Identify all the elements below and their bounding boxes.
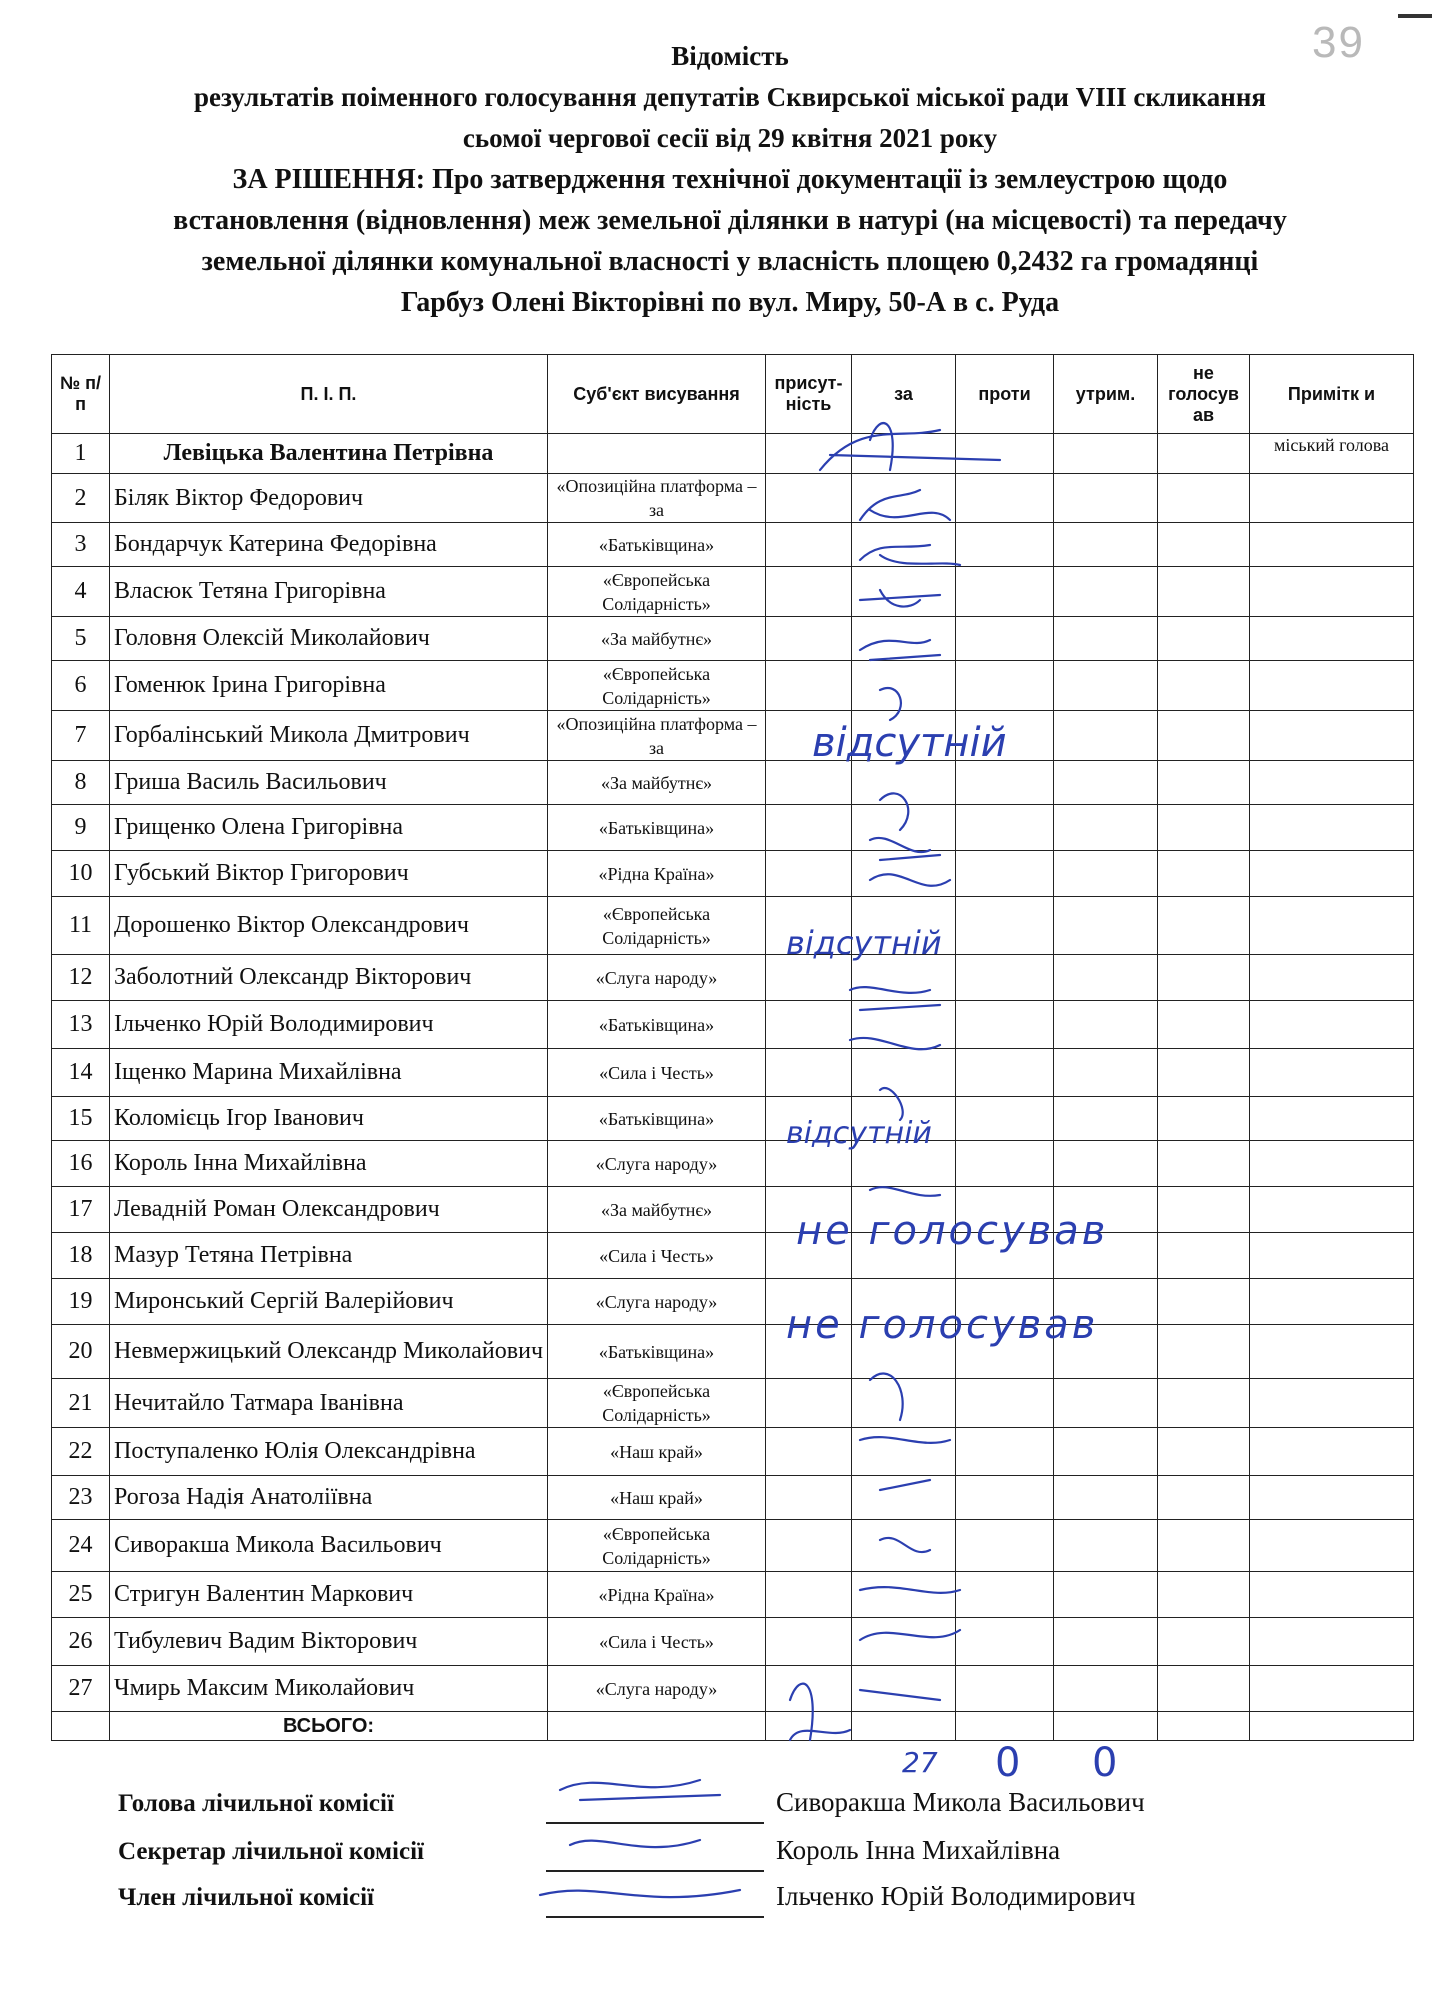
table-row <box>52 617 1414 661</box>
abstain-cell <box>1054 761 1158 805</box>
row-number: 11 <box>52 897 110 955</box>
deputy-name: Заболотний Олександр Вікторович <box>110 955 548 1001</box>
table-row <box>52 1666 1414 1712</box>
note-cell <box>1250 805 1414 851</box>
against-cell <box>956 1428 1054 1476</box>
deputy-name: Чмирь Максим Миколайович <box>110 1666 548 1712</box>
chair-name: Сиворакша Микола Васильович <box>776 1787 1145 1817</box>
header-note: Примітк и <box>1250 355 1414 434</box>
against-cell <box>956 1049 1054 1097</box>
for-cell <box>852 1520 956 1572</box>
total-label: ВСЬОГО: <box>110 1712 548 1741</box>
not-voted-cell <box>1158 1428 1250 1476</box>
nominating-party: «Європейська Солідарність» <box>548 567 766 617</box>
document-header <box>40 36 1420 323</box>
handwriting-total-against: 0 <box>995 1740 1021 1786</box>
table-row <box>52 1049 1414 1097</box>
total-abstain-cell <box>1054 1712 1158 1741</box>
nominating-party: «Рідна Країна» <box>548 851 766 897</box>
against-cell <box>956 567 1054 617</box>
for-cell <box>852 1379 956 1428</box>
table-row <box>52 1097 1414 1141</box>
note-cell: міський голова <box>1250 434 1414 474</box>
abstain-cell <box>1054 1476 1158 1520</box>
header-line-6: земельної ділянки комунальної власності у власність площею 0,2432 га громадянці <box>201 246 1259 277</box>
row-number: 15 <box>52 1097 110 1141</box>
handwriting-total-abstain: 0 <box>1092 1740 1118 1786</box>
against-cell <box>956 955 1054 1001</box>
against-cell <box>956 434 1054 474</box>
row-number: 16 <box>52 1141 110 1187</box>
against-cell <box>956 1572 1054 1618</box>
table-row <box>52 1428 1414 1476</box>
header-title: Відомість <box>671 41 789 71</box>
table-row <box>52 1476 1414 1520</box>
not-voted-cell <box>1158 661 1250 711</box>
table-row <box>52 955 1414 1001</box>
row-number: 25 <box>52 1572 110 1618</box>
header-line-7: Гарбуз Олені Вікторівні по вул. Миру, 50-А в с. Руда <box>400 287 1060 318</box>
table-row <box>52 1187 1414 1233</box>
header-num: № п/п <box>52 355 110 434</box>
note-cell <box>1250 897 1414 955</box>
row-number: 21 <box>52 1379 110 1428</box>
row-number: 24 <box>52 1520 110 1572</box>
row-number: 23 <box>52 1476 110 1520</box>
row-number: 8 <box>52 761 110 805</box>
not-voted-cell <box>1158 1001 1250 1049</box>
row-number: 14 <box>52 1049 110 1097</box>
nominating-party: «Слуга народу» <box>548 955 766 1001</box>
page-number: 39 <box>1312 18 1365 67</box>
table-row <box>52 761 1414 805</box>
present-cell <box>766 1379 852 1428</box>
note-cell <box>1250 955 1414 1001</box>
present-cell <box>766 1572 852 1618</box>
row-number: 26 <box>52 1618 110 1666</box>
member-title: Член лічильної комісії <box>118 1884 375 1911</box>
nominating-party: «Слуга народу» <box>548 1279 766 1325</box>
deputy-name: Король Інна Михайлівна <box>110 1141 548 1187</box>
table-row <box>52 1001 1414 1049</box>
abstain-cell <box>1054 1618 1158 1666</box>
present-cell <box>766 761 852 805</box>
header-line-4: ЗА РІШЕННЯ: Про затвердження технічної документації із землеустрою щодо <box>232 164 1228 195</box>
deputy-name: Невмержицький Олександр Миколайович <box>110 1325 548 1379</box>
nominating-party: «Наш край» <box>548 1476 766 1520</box>
for-cell <box>852 851 956 897</box>
present-cell <box>766 434 852 474</box>
abstain-cell <box>1054 897 1158 955</box>
table-row <box>52 1572 1414 1618</box>
note-cell <box>1250 567 1414 617</box>
corner-mark <box>1398 14 1432 18</box>
row-number: 3 <box>52 523 110 567</box>
row-number: 6 <box>52 661 110 711</box>
against-cell <box>956 1618 1054 1666</box>
abstain-cell <box>1054 711 1158 761</box>
deputy-name: Горбалінський Микола Дмитрович <box>110 711 548 761</box>
abstain-cell <box>1054 474 1158 523</box>
abstain-cell <box>1054 661 1158 711</box>
total-not-voted-cell <box>1158 1712 1250 1741</box>
table-row <box>52 1141 1414 1187</box>
abstain-cell <box>1054 1379 1158 1428</box>
row-number: 4 <box>52 567 110 617</box>
against-cell <box>956 805 1054 851</box>
total-num-cell <box>52 1712 110 1741</box>
abstain-cell <box>1054 851 1158 897</box>
handwriting-total-for: 27 <box>902 1746 938 1779</box>
not-voted-cell <box>1158 851 1250 897</box>
handwriting-absent-15: відсутній <box>786 1116 932 1151</box>
deputy-name: Губський Віктор Григорович <box>110 851 548 897</box>
not-voted-cell <box>1158 1049 1250 1097</box>
note-cell <box>1250 1141 1414 1187</box>
deputy-name: Стригун Валентин Маркович <box>110 1572 548 1618</box>
note-cell <box>1250 523 1414 567</box>
not-voted-cell <box>1158 1279 1250 1325</box>
deputy-name: Левіцька Валентина Петрівна <box>110 434 548 474</box>
nominating-party <box>548 434 766 474</box>
for-cell <box>852 523 956 567</box>
abstain-cell <box>1054 434 1158 474</box>
row-number: 27 <box>52 1666 110 1712</box>
note-cell <box>1250 761 1414 805</box>
footer-signature-chair <box>560 1780 720 1800</box>
for-cell <box>852 434 956 474</box>
deputy-name: Рогоза Надія Анатоліївна <box>110 1476 548 1520</box>
present-cell <box>766 1428 852 1476</box>
row-number: 22 <box>52 1428 110 1476</box>
table-row <box>52 897 1414 955</box>
note-cell <box>1250 1379 1414 1428</box>
not-voted-cell <box>1158 711 1250 761</box>
present-cell <box>766 1666 852 1712</box>
for-cell <box>852 1476 956 1520</box>
table-row <box>52 851 1414 897</box>
note-cell <box>1250 851 1414 897</box>
present-cell <box>766 617 852 661</box>
nominating-party: «За майбутнє» <box>548 617 766 661</box>
table-row <box>52 567 1414 617</box>
row-number: 10 <box>52 851 110 897</box>
present-cell <box>766 1476 852 1520</box>
against-cell <box>956 1097 1054 1141</box>
row-number: 2 <box>52 474 110 523</box>
secretary-title: Секретар лічильної комісії <box>118 1838 424 1865</box>
not-voted-cell <box>1158 1520 1250 1572</box>
not-voted-cell <box>1158 1618 1250 1666</box>
abstain-cell <box>1054 523 1158 567</box>
abstain-cell <box>1054 1141 1158 1187</box>
handwriting-absent-7: відсутній <box>812 720 1007 766</box>
table-row <box>52 1325 1414 1379</box>
not-voted-cell <box>1158 523 1250 567</box>
table-row <box>52 1379 1414 1428</box>
nominating-party: «Європейська Солідарність» <box>548 661 766 711</box>
deputy-name: Гриша Василь Васильович <box>110 761 548 805</box>
header-present: присут-ність <box>766 355 852 434</box>
row-number: 9 <box>52 805 110 851</box>
not-voted-cell <box>1158 761 1250 805</box>
handwriting-absent-11: відсутній <box>786 924 942 962</box>
not-voted-cell <box>1158 897 1250 955</box>
footer-signature-secretary <box>570 1840 700 1847</box>
present-cell <box>766 1618 852 1666</box>
note-cell <box>1250 1325 1414 1379</box>
for-cell <box>852 661 956 711</box>
nominating-party: «За майбутнє» <box>548 1187 766 1233</box>
present-cell <box>766 523 852 567</box>
deputy-name: Миронський Сергій Валерійович <box>110 1279 548 1325</box>
deputy-name: Сиворакша Микола Васильович <box>110 1520 548 1572</box>
table-row <box>52 711 1414 761</box>
row-number: 20 <box>52 1325 110 1379</box>
table-row <box>52 1233 1414 1279</box>
table-body <box>52 434 1414 1712</box>
row-number: 19 <box>52 1279 110 1325</box>
not-voted-cell <box>1158 1233 1250 1279</box>
note-cell <box>1250 1520 1414 1572</box>
for-cell <box>852 761 956 805</box>
present-cell <box>766 851 852 897</box>
deputy-name: Грищенко Олена Григорівна <box>110 805 548 851</box>
not-voted-cell <box>1158 1666 1250 1712</box>
table-row <box>52 434 1414 474</box>
handwriting-not-voted-19: не голосував <box>786 1302 1099 1348</box>
deputy-name: Головня Олексій Миколайович <box>110 617 548 661</box>
header-line-3: сьомої чергової сесії від 29 квітня 2021 року <box>462 123 998 153</box>
not-voted-cell <box>1158 805 1250 851</box>
for-cell <box>852 1001 956 1049</box>
present-cell <box>766 567 852 617</box>
against-cell <box>956 851 1054 897</box>
chair-title: Голова лічильної комісії <box>118 1790 394 1817</box>
for-cell <box>852 1572 956 1618</box>
voting-table <box>51 354 1414 1741</box>
present-cell <box>766 1001 852 1049</box>
nominating-party: «Батьківщина» <box>548 1097 766 1141</box>
abstain-cell <box>1054 805 1158 851</box>
handwriting-not-voted-17: не голосував <box>796 1208 1109 1254</box>
header-against: проти <box>956 355 1054 434</box>
against-cell <box>956 661 1054 711</box>
table-row <box>52 474 1414 523</box>
note-cell <box>1250 711 1414 761</box>
not-voted-cell <box>1158 617 1250 661</box>
header-line-2: результатів поіменного голосування депутатів Сквирської міської ради VIII скликання <box>193 82 1267 112</box>
abstain-cell <box>1054 567 1158 617</box>
chair-signature-line <box>546 1822 764 1824</box>
note-cell <box>1250 1049 1414 1097</box>
table-row <box>52 1279 1414 1325</box>
present-cell <box>766 474 852 523</box>
nominating-party: «Рідна Країна» <box>548 1572 766 1618</box>
for-cell <box>852 567 956 617</box>
abstain-cell <box>1054 1666 1158 1712</box>
deputy-name: Ільченко Юрій Володимирович <box>110 1001 548 1049</box>
total-note-cell <box>1250 1712 1414 1741</box>
table-row <box>52 805 1414 851</box>
nominating-party: «Європейська Солідарність» <box>548 1379 766 1428</box>
for-cell <box>852 1666 956 1712</box>
note-cell <box>1250 1279 1414 1325</box>
note-cell <box>1250 1476 1414 1520</box>
nominating-party: «Європейська Солідарність» <box>548 897 766 955</box>
abstain-cell <box>1054 1049 1158 1097</box>
not-voted-cell <box>1158 1325 1250 1379</box>
nominating-party: «Батьківщина» <box>548 805 766 851</box>
present-cell <box>766 1049 852 1097</box>
header-name: П. І. П. <box>110 355 548 434</box>
header-for: за <box>852 355 956 434</box>
member-signature-line <box>546 1916 764 1918</box>
abstain-cell <box>1054 1428 1158 1476</box>
note-cell <box>1250 1618 1414 1666</box>
row-number: 5 <box>52 617 110 661</box>
present-cell <box>766 661 852 711</box>
not-voted-cell <box>1158 1379 1250 1428</box>
against-cell <box>956 1141 1054 1187</box>
against-cell <box>956 1666 1054 1712</box>
for-cell <box>852 1618 956 1666</box>
total-party-cell <box>548 1712 766 1741</box>
nominating-party: «Опозиційна платформа – за <box>548 711 766 761</box>
table-row <box>52 1618 1414 1666</box>
table-header-row <box>52 355 1414 434</box>
for-cell <box>852 474 956 523</box>
against-cell <box>956 617 1054 661</box>
row-number: 1 <box>52 434 110 474</box>
nominating-party: «Сила і Честь» <box>548 1618 766 1666</box>
against-cell <box>956 474 1054 523</box>
abstain-cell <box>1054 1520 1158 1572</box>
abstain-cell <box>1054 617 1158 661</box>
deputy-name: Коломієць Ігор Іванович <box>110 1097 548 1141</box>
abstain-cell <box>1054 1001 1158 1049</box>
nominating-party: «Батьківщина» <box>548 523 766 567</box>
against-cell <box>956 897 1054 955</box>
header-not-voted: не голосув ав <box>1158 355 1250 434</box>
nominating-party: «Наш край» <box>548 1428 766 1476</box>
nominating-party: «Батьківщина» <box>548 1001 766 1049</box>
row-number: 7 <box>52 711 110 761</box>
row-number: 12 <box>52 955 110 1001</box>
note-cell <box>1250 1001 1414 1049</box>
note-cell <box>1250 474 1414 523</box>
present-cell <box>766 805 852 851</box>
present-cell <box>766 1520 852 1572</box>
deputy-name: Біляк Віктор Федорович <box>110 474 548 523</box>
nominating-party: «Європейська Солідарність» <box>548 1520 766 1572</box>
nominating-party: «Опозиційна платформа – за <box>548 474 766 523</box>
against-cell <box>956 1520 1054 1572</box>
against-cell <box>956 1001 1054 1049</box>
for-cell <box>852 1428 956 1476</box>
note-cell <box>1250 661 1414 711</box>
row-number: 13 <box>52 1001 110 1049</box>
secretary-signature-line <box>546 1870 764 1872</box>
total-present-cell <box>766 1712 852 1741</box>
not-voted-cell <box>1158 434 1250 474</box>
member-name: Ільченко Юрій Володимирович <box>776 1881 1136 1911</box>
table-row <box>52 523 1414 567</box>
deputy-name: Бондарчук Катерина Федорівна <box>110 523 548 567</box>
deputy-name: Тибулевич Вадим Вікторович <box>110 1618 548 1666</box>
deputy-name: Левадній Роман Олександрович <box>110 1187 548 1233</box>
nominating-party: «Батьківщина» <box>548 1325 766 1379</box>
note-cell <box>1250 1666 1414 1712</box>
against-cell <box>956 523 1054 567</box>
header-line-5: встановлення (відновлення) меж земельної ділянки в натурі (на місцевості) та передачу <box>173 205 1287 236</box>
note-cell <box>1250 1233 1414 1279</box>
total-for-cell <box>852 1712 956 1741</box>
not-voted-cell <box>1158 1097 1250 1141</box>
note-cell <box>1250 1187 1414 1233</box>
note-cell <box>1250 1572 1414 1618</box>
note-cell <box>1250 1428 1414 1476</box>
nominating-party: «За майбутнє» <box>548 761 766 805</box>
footer-signature-member <box>540 1890 740 1897</box>
for-cell <box>852 805 956 851</box>
nominating-party: «Сила і Честь» <box>548 1049 766 1097</box>
deputy-name: Гоменюк Ірина Григорівна <box>110 661 548 711</box>
deputy-name: Власюк Тетяна Григорівна <box>110 567 548 617</box>
secretary-name: Король Інна Михайлівна <box>776 1835 1061 1865</box>
table-row <box>52 1520 1414 1572</box>
against-cell <box>956 761 1054 805</box>
deputy-name: Мазур Тетяна Петрівна <box>110 1233 548 1279</box>
total-against-cell <box>956 1712 1054 1741</box>
abstain-cell <box>1054 1097 1158 1141</box>
not-voted-cell <box>1158 955 1250 1001</box>
deputy-name: Нечитайло Татмара Іванівна <box>110 1379 548 1428</box>
abstain-cell <box>1054 955 1158 1001</box>
table-row <box>52 661 1414 711</box>
for-cell <box>852 617 956 661</box>
against-cell <box>956 1379 1054 1428</box>
row-number: 18 <box>52 1233 110 1279</box>
note-cell <box>1250 617 1414 661</box>
not-voted-cell <box>1158 567 1250 617</box>
not-voted-cell <box>1158 474 1250 523</box>
nominating-party: «Сила і Честь» <box>548 1233 766 1279</box>
deputy-name: Дорошенко Віктор Олександрович <box>110 897 548 955</box>
not-voted-cell <box>1158 1187 1250 1233</box>
not-voted-cell <box>1158 1141 1250 1187</box>
header-party: Суб'єкт висування <box>548 355 766 434</box>
for-cell <box>852 1049 956 1097</box>
nominating-party: «Слуга народу» <box>548 1141 766 1187</box>
note-cell <box>1250 1097 1414 1141</box>
deputy-name: Поступаленко Юлія Олександрівна <box>110 1428 548 1476</box>
row-number: 17 <box>52 1187 110 1233</box>
not-voted-cell <box>1158 1572 1250 1618</box>
total-row <box>52 1712 1414 1741</box>
not-voted-cell <box>1158 1476 1250 1520</box>
deputy-name: Іщенко Марина Михайлівна <box>110 1049 548 1097</box>
nominating-party: «Слуга народу» <box>548 1666 766 1712</box>
abstain-cell <box>1054 1572 1158 1618</box>
against-cell <box>956 1476 1054 1520</box>
header-abstain: утрим. <box>1054 355 1158 434</box>
